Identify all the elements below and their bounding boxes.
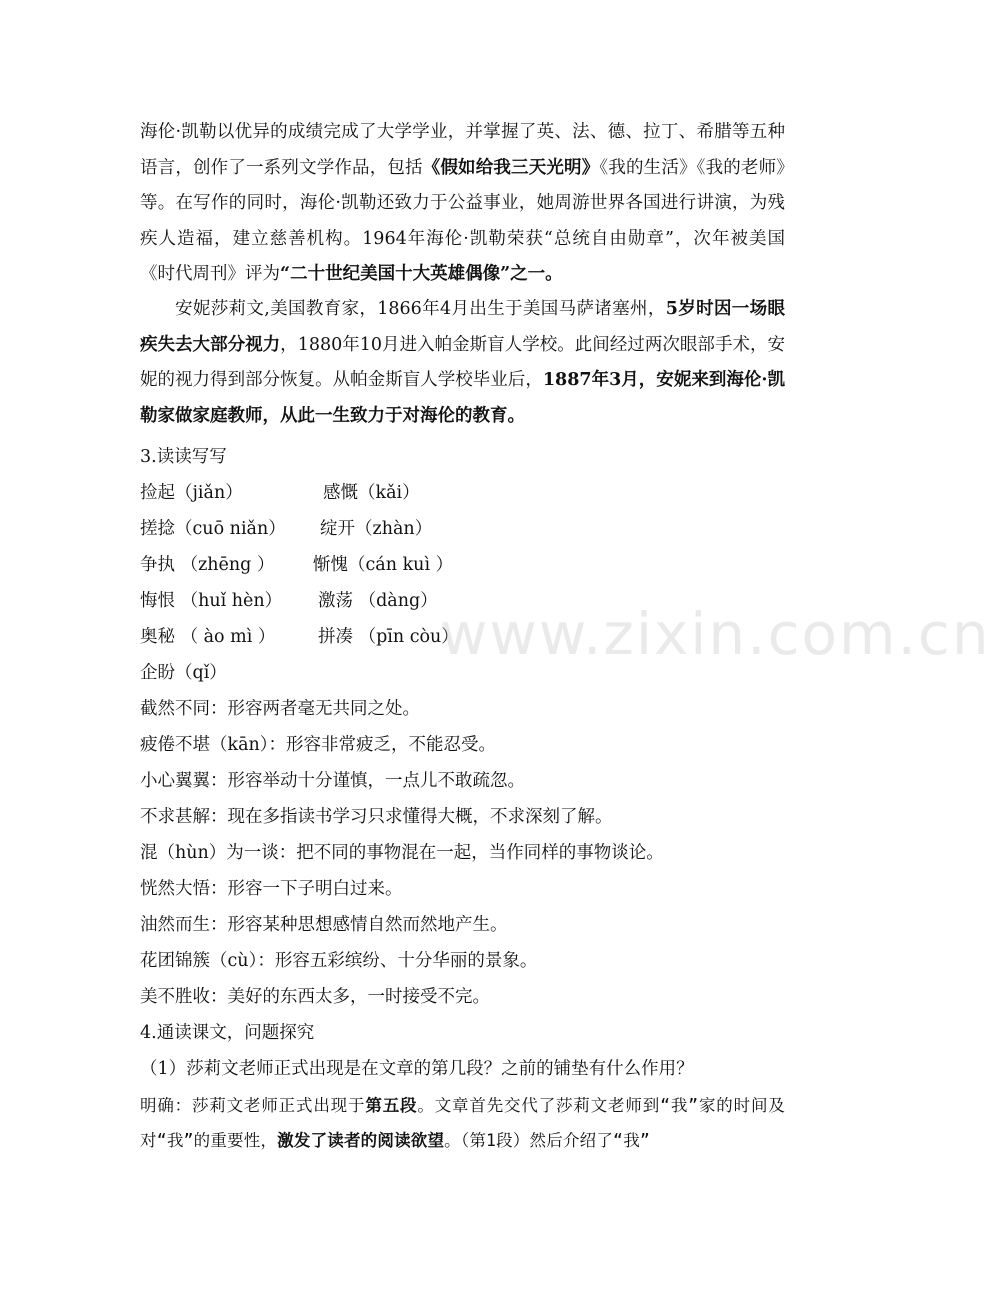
word-entry: 奥秘 （ ào mì ） [140, 627, 276, 647]
helen-books-bold: 《假如给我三天光明》 [422, 157, 600, 178]
word-entry: 搓捻（cuō niǎn） [140, 519, 286, 539]
word-entry: 争执 （zhēng ） [140, 555, 275, 575]
idiom-line: 混（hùn）为一谈：把不同的事物混在一起，当作同样的事物谈论。 [140, 843, 664, 863]
annie-bold-teacher: 1887年3月，安妮来到海伦·凯勒家做家庭教师，从此一生致力于对海伦的教育。 [140, 370, 785, 426]
word-entry: 感慨（kǎi） [323, 483, 420, 503]
helen-honor-bold: “二十世纪美国十大英雄偶像”之一。 [280, 264, 563, 284]
idiom-line: 疲倦不堪（kān）：形容非常疲乏，不能忍受。 [140, 735, 497, 755]
question-1: （1）莎莉文老师正式出现是在文章的第几段？之前的铺垫有什么作用？ [140, 1059, 694, 1079]
idiom-line: 油然而生：形容某种思想感情自然而然地产生。 [140, 915, 508, 935]
annie-bold-illness: 5岁时因一场眼疾失去大部分视力 [140, 299, 786, 355]
section4-heading: 4.通读课文，问题探究 [140, 1023, 315, 1043]
answer-bold-paragraph-number: 第五段 [365, 1096, 418, 1115]
helen-keller-paragraph: 海伦·凯勒以优异的成绩完成了大学学业，并掌握了英、法、德、拉丁、希腊等五种语言，创作了一系列文学作品，包括《假如给我三天光明》《我的生活》《我的老师》等。在写作的同时，海伦·凯勒还致力于公益事业，她周游世界各国进行讲演，为残疾人造福，建立慈善机构。1964年海伦·凯勒荣获“总统自由勋章”，次年被美国《时代周刊》评为“二十世纪美国十大英雄偶像”之一。 [140, 122, 786, 284]
word-entry: 拼凑 （pīn còu） [318, 627, 459, 647]
idiom-line: 花团锦簇（cù）：形容五彩缤纷、十分华丽的景象。 [140, 951, 538, 971]
idiom-line: 不求甚解：现在多指读书学习只求懂得大概，不求深刻了解。 [140, 807, 613, 827]
word-entry: 惭愧（cán kuì ） [313, 555, 454, 575]
annie-sullivan-paragraph: 安妮莎莉文,美国教育家，1866年4月出生于美国马萨诸塞州，5岁时因一场眼疾失去大部分视力，1880年10月进入帕金斯盲人学校。此间经过两次眼部手术，安妮的视力得到部分恢复。从帕金斯盲人学校毕业后，1887年3月，安妮来到海伦·凯勒家做家庭教师，从此一生致力于对海伦的教育。 [140, 299, 786, 426]
watermark: www.zixin.com.cn [440, 600, 991, 668]
word-entry: 绽开（zhàn） [320, 519, 433, 539]
word-entry: 捡起（jiǎn） [140, 483, 243, 503]
word-entry: 企盼（qǐ） [140, 663, 227, 683]
answer-bold-effect: 激发了读者的阅读欲望 [277, 1131, 445, 1150]
word-entry: 激荡 （dàng） [318, 591, 438, 611]
idiom-line: 美不胜收：美好的东西太多，一时接受不完。 [140, 987, 490, 1007]
idiom-line: 截然不同：形容两者毫无共同之处。 [140, 699, 420, 719]
section3-heading: 3.读读写写 [140, 447, 227, 467]
answer-paragraph: 明确：莎莉文老师正式出现于第五段。文章首先交代了莎莉文老师到“我”家的时间及对“我”的重要性，激发了读者的阅读欲望。（第1段）然后介绍了“我” [140, 1096, 785, 1150]
idiom-line: 小心翼翼：形容举动十分谨慎，一点儿不敢疏忽。 [140, 771, 525, 791]
word-entry: 悔恨 （huǐ hèn） [140, 591, 283, 611]
idiom-line: 恍然大悟：形容一下子明白过来。 [140, 879, 403, 899]
